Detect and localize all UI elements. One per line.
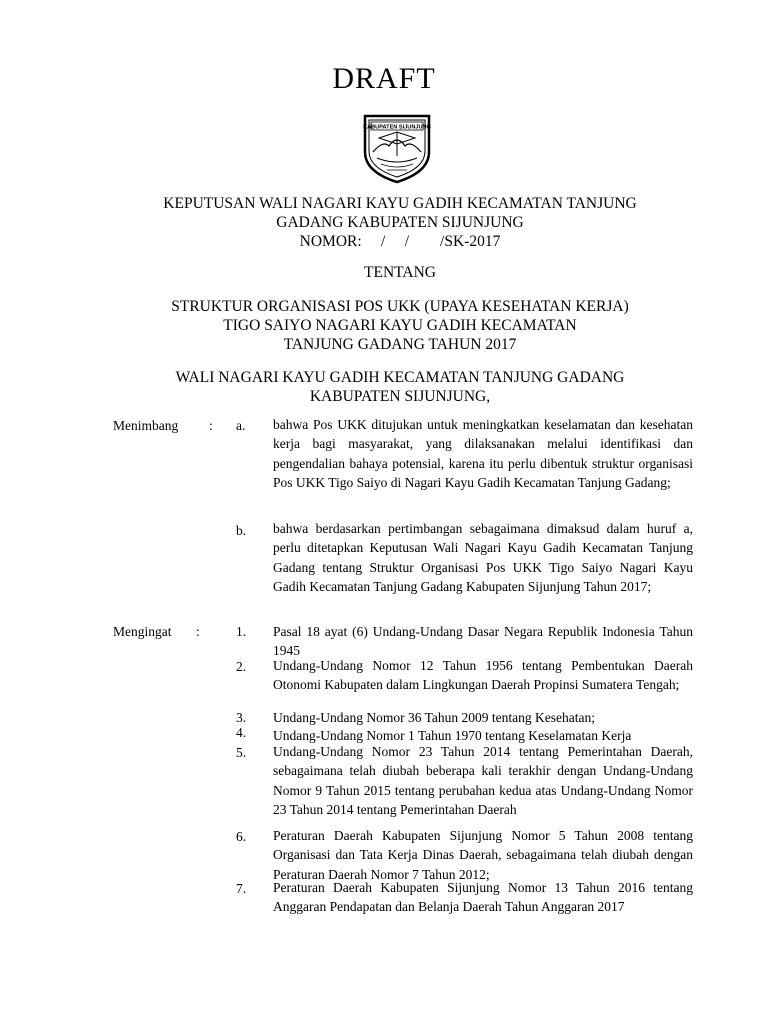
decree-title bbox=[0, 194, 768, 251]
mengingat-item-3: Undang-Undang Nomor 36 Tahun 2009 tentang Kesehatan; bbox=[273, 710, 595, 725]
mengingat-marker-7: 7. bbox=[236, 881, 247, 896]
decree-title-line-1: KEPUTUSAN WALI NAGARI KAYU GADIH KECAMATAN TANJUNG bbox=[163, 195, 637, 212]
regency-crest-icon bbox=[359, 112, 435, 184]
mengingat-marker-2: 2. bbox=[236, 659, 247, 674]
mengingat-item-6: Peraturan Daerah Kabupaten Sijunjung Nomor 5 Tahun 2008 tentang Organisasi dan Tata Kerja Dinas Daerah, sebagaimana telah diubah dengan Peraturan Daerah Nomor 7 Tahun 2012; bbox=[273, 828, 693, 882]
mengingat-marker-1: 1. bbox=[236, 624, 247, 639]
subject-line-3: TANJUNG GADANG TAHUN 2017 bbox=[283, 336, 517, 353]
menimbang-item-a: bahwa Pos UKK ditujukan untuk meningkatkan keselamatan dan kesehatan kerja bagi masyarakat, yang dilaksanakan melalui identifikasi dan pengendalian bahaya potensial, karena itu perlu dibentuk struktur organisasi Pos UKK Tigo Saiyo di Nagari Kayu Gadih Kecamatan Tanjung Gadang; bbox=[273, 417, 693, 491]
menimbang-marker-b: b. bbox=[236, 523, 247, 538]
decree-subject bbox=[0, 297, 768, 354]
official-title-line-2: KABUPATEN SIJUNJUNG, bbox=[309, 388, 491, 405]
tentang-heading: TENTANG bbox=[364, 264, 436, 281]
mengingat-marker-6: 6. bbox=[236, 829, 247, 844]
menimbang-colon: : bbox=[209, 418, 213, 433]
mengingat-marker-3: 3. bbox=[236, 710, 247, 725]
decree-title-line-2: GADANG KABUPATEN SIJUNJUNG bbox=[276, 214, 524, 231]
mengingat-item-2: Undang-Undang Nomor 12 Tahun 1956 tentang Pembentukan Daerah Otonomi Kabupaten dalam Lingkungan Daerah Propinsi Sumatera Tengah; bbox=[273, 658, 693, 693]
subject-line-1: STRUKTUR ORGANISASI POS UKK (UPAYA KESEHATAN KERJA) bbox=[171, 298, 629, 315]
mengingat-colon: : bbox=[196, 624, 200, 639]
mengingat-item-5: Undang-Undang Nomor 23 Tahun 2014 tentang Pemerintahan Daerah, sebagaimana telah diubah beberapa kali terakhir dengan Undang-Undang Nomor 9 Tahun 2015 tentang perubahan kedua atas Undang-Undang Nomor 23 Tahun 2014 tentang Pemerintahan Daerah bbox=[273, 744, 693, 818]
official-title bbox=[0, 368, 768, 406]
crest-lettering: KABUPATEN SIJUNJUNG bbox=[363, 124, 431, 131]
mengingat-item-1: Pasal 18 ayat (6) Undang-Undang Dasar Negara Republik Indonesia Tahun 1945 bbox=[273, 624, 693, 659]
subject-line-2: TIGO SAIYO NAGARI KAYU GADIH KECAMATAN bbox=[223, 317, 577, 334]
draft-stamp: DRAFT bbox=[332, 62, 436, 95]
mengingat-marker-4: 4. bbox=[236, 725, 247, 740]
decree-number: NOMOR: / / /SK-2017 bbox=[299, 233, 501, 250]
official-title-line-1: WALI NAGARI KAYU GADIH KECAMATAN TANJUNG GADANG bbox=[175, 369, 625, 386]
menimbang-label: Menimbang bbox=[113, 418, 179, 433]
mengingat-label: Mengingat bbox=[113, 624, 172, 639]
mengingat-item-7: Peraturan Daerah Kabupaten Sijunjung Nomor 13 Tahun 2016 tentang Anggaran Pendapatan dan Belanja Daerah Tahun Anggaran 2017 bbox=[273, 880, 693, 915]
mengingat-item-4: Undang-Undang Nomor 1 Tahun 1970 tentang Keselamatan Kerja bbox=[273, 728, 632, 743]
menimbang-marker-a: a. bbox=[236, 418, 246, 433]
mengingat-marker-5: 5. bbox=[236, 745, 247, 760]
menimbang-item-b: bahwa berdasarkan pertimbangan sebagaimana dimaksud dalam huruf a, perlu ditetapkan Keputusan Wali Nagari Kayu Gadih Kecamatan Tanjung Gadang tentang Struktur Organisasi Pos UKK Tigo Saiyo Nagari Kayu Gadih Kecamatan Tanjung Gadang Kabupaten Sijunjung Tahun 2017; bbox=[273, 521, 693, 595]
